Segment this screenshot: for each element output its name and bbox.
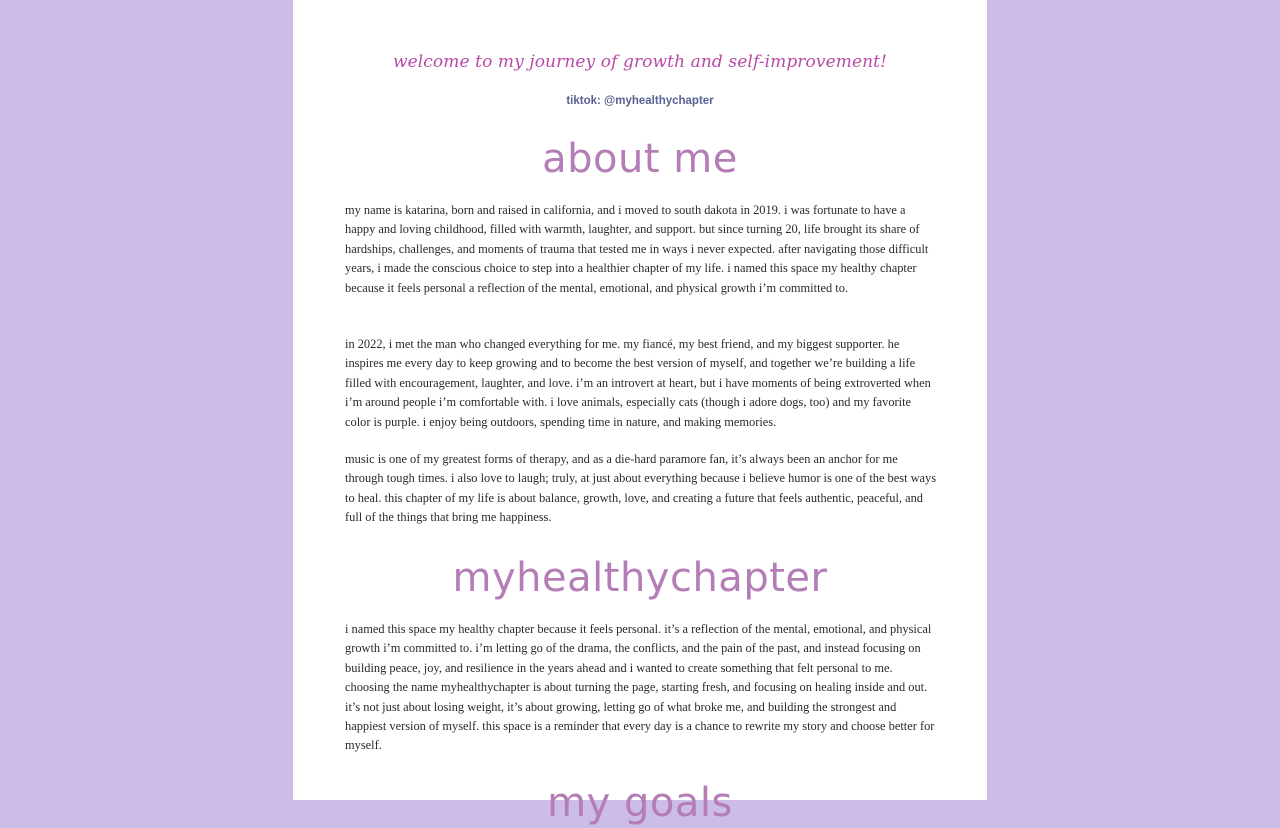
about-paragraph-1: my name is katarina, born and raised in california, and i moved to south dakota in 2019. i was fortunate to have a happy and loving childhood, filled with warmth, laughter, and support. but since turning 20, life brought its share of hardships, challenges, and moments of trauma that tested me in ways i never expected. after navigating those difficult years, i made the conscious choice to step into a healthier chapter of my life. i named this space my healthy chapter because it feels personal a reflection of the mental, emotional, and physical growth i’m committed to. [345, 203, 929, 295]
about-me-heading: about me [542, 136, 738, 182]
tiktok-handle: tiktok: @myhealthychapter [566, 95, 714, 107]
my-goals-heading: my goals [547, 780, 733, 826]
myhealthychapter-paragraph: i named this space my healthy chapter because it feels personal. it’s a reflection of the mental, emotional, and physical growth i’m committed to. i’m letting go of the drama, the conflicts, and the pain of the past, and instead focusing on building peace, joy, and resilience in the years ahead and i wanted to create something that felt personal to me. choosing the name myhealthychapter is about turning the page, starting fresh, and focusing on healing inside and out. it’s not just about losing weight, it’s about growing, letting go of what broke me, and building the strongest and happiest version of myself. this space is a reminder that every day is a chance to rewrite my story and choose better for myself. [345, 622, 935, 753]
myhealthychapter-heading: myhealthychapter [452, 555, 828, 601]
welcome-tagline: welcome to my journey of growth and self-improvement! [392, 52, 888, 72]
about-paragraph-2: in 2022, i met the man who changed everything for me. my fiancé, my best friend, and my biggest supporter. he inspires me every day to keep growing and to become the best version of myself, and together we’re building a life filled with encouragement, laughter, and love. i’m an introvert at heart, but i have moments of being extroverted when i’m around people i’m comfortable with. i love animals, especially cats (though i adore dogs, too) and my favorite color is purple. i enjoy being outdoors, spending time in nature, and making memories. [345, 337, 931, 429]
about-paragraph-3: music is one of my greatest forms of therapy, and as a die-hard paramore fan, it’s always been an anchor for me through tough times. i also love to laugh; truly, at just about everything because i believe humor is one of the best ways to heal. this chapter of my life is about balance, growth, love, and creating a future that feels authentic, peaceful, and full of the things that bring me happiness. [345, 452, 937, 525]
document-page [293, 0, 987, 826]
